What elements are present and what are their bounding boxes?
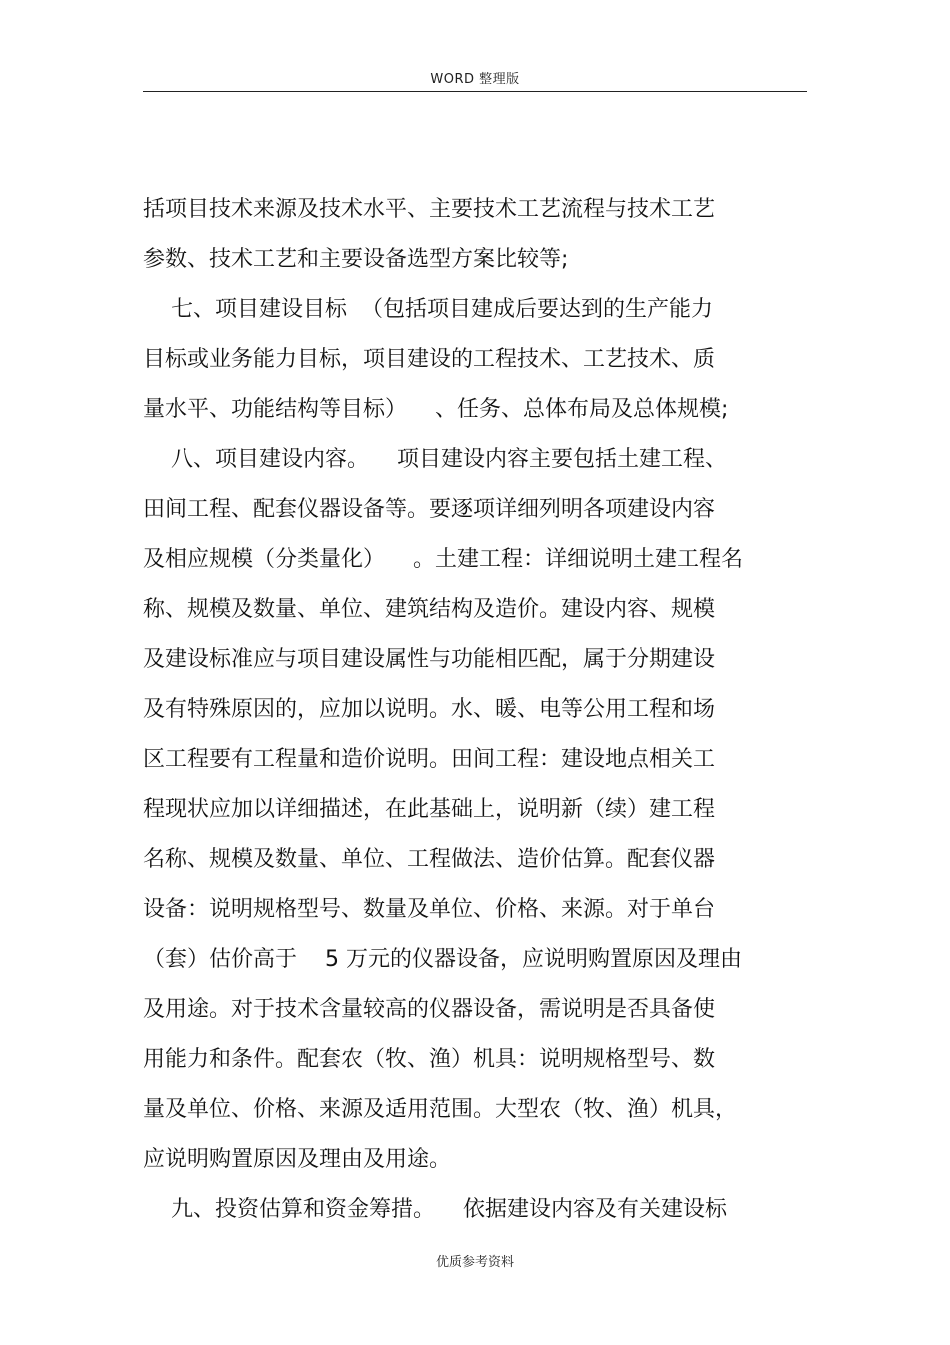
body-line: 及用途。对于技术含量较高的仪器设备，需说明是否具备使 <box>143 997 716 1022</box>
body-line: 称、规模及数量、单位、建筑结构及造价。建设内容、规模 <box>143 597 716 622</box>
body-line: 九、投资估算和资金筹措。 依据建设内容及有关建设标 <box>143 1197 727 1222</box>
body-line: 设备：说明规格型号、数量及单位、价格、来源。对于单台 <box>143 897 716 922</box>
body-line: 括项目技术来源及技术水平、主要技术工艺流程与技术工艺 <box>143 197 716 222</box>
page-footer: 优质参考资料 <box>435 1255 514 1270</box>
body-line: 参数、技术工艺和主要设备选型方案比较等; <box>143 247 569 272</box>
body-line: 目标或业务能力目标，项目建设的工程技术、工艺技术、质 <box>143 347 716 372</box>
body-line: 八、项目建设内容。 项目建设内容主要包括土建工程、 <box>143 447 727 472</box>
body-line: 七、项目建设目标 （包括项目建成后要达到的生产能力 <box>143 297 713 322</box>
body-line: 用能力和条件。配套农（牧、渔）机具：说明规格型号、数 <box>143 1047 716 1072</box>
body-line: 及有特殊原因的，应加以说明。水、暖、电等公用工程和场 <box>143 697 716 722</box>
body-line: 田间工程、配套仪器设备等。要逐项详细列明各项建设内容 <box>143 497 716 522</box>
page-header: WORD 整理版 <box>430 72 520 87</box>
body-line: （套）估价高于 5 万元的仪器设备，应说明购置原因及理由 <box>143 947 742 972</box>
body-line: 程现状应加以详细描述，在此基础上，说明新（续）建工程 <box>143 797 716 822</box>
body-line: 区工程要有工程量和造价说明。田间工程：建设地点相关工 <box>143 747 716 772</box>
body-line: 名称、规模及数量、单位、工程做法、造价估算。配套仪器 <box>143 847 716 872</box>
body-line: 应说明购置原因及理由及用途。 <box>143 1147 452 1172</box>
body-line: 量及单位、价格、来源及适用范围。大型农（牧、渔）机具， <box>143 1097 738 1122</box>
header-divider <box>143 91 807 92</box>
body-line: 量水平、功能结构等目标） 、任务、总体布局及总体规模; <box>143 397 729 422</box>
body-line: 及相应规模（分类量化） 。土建工程：详细说明土建工程名 <box>143 547 743 572</box>
body-line: 及建设标准应与项目建设属性与功能相匹配，属于分期建设 <box>143 647 716 672</box>
